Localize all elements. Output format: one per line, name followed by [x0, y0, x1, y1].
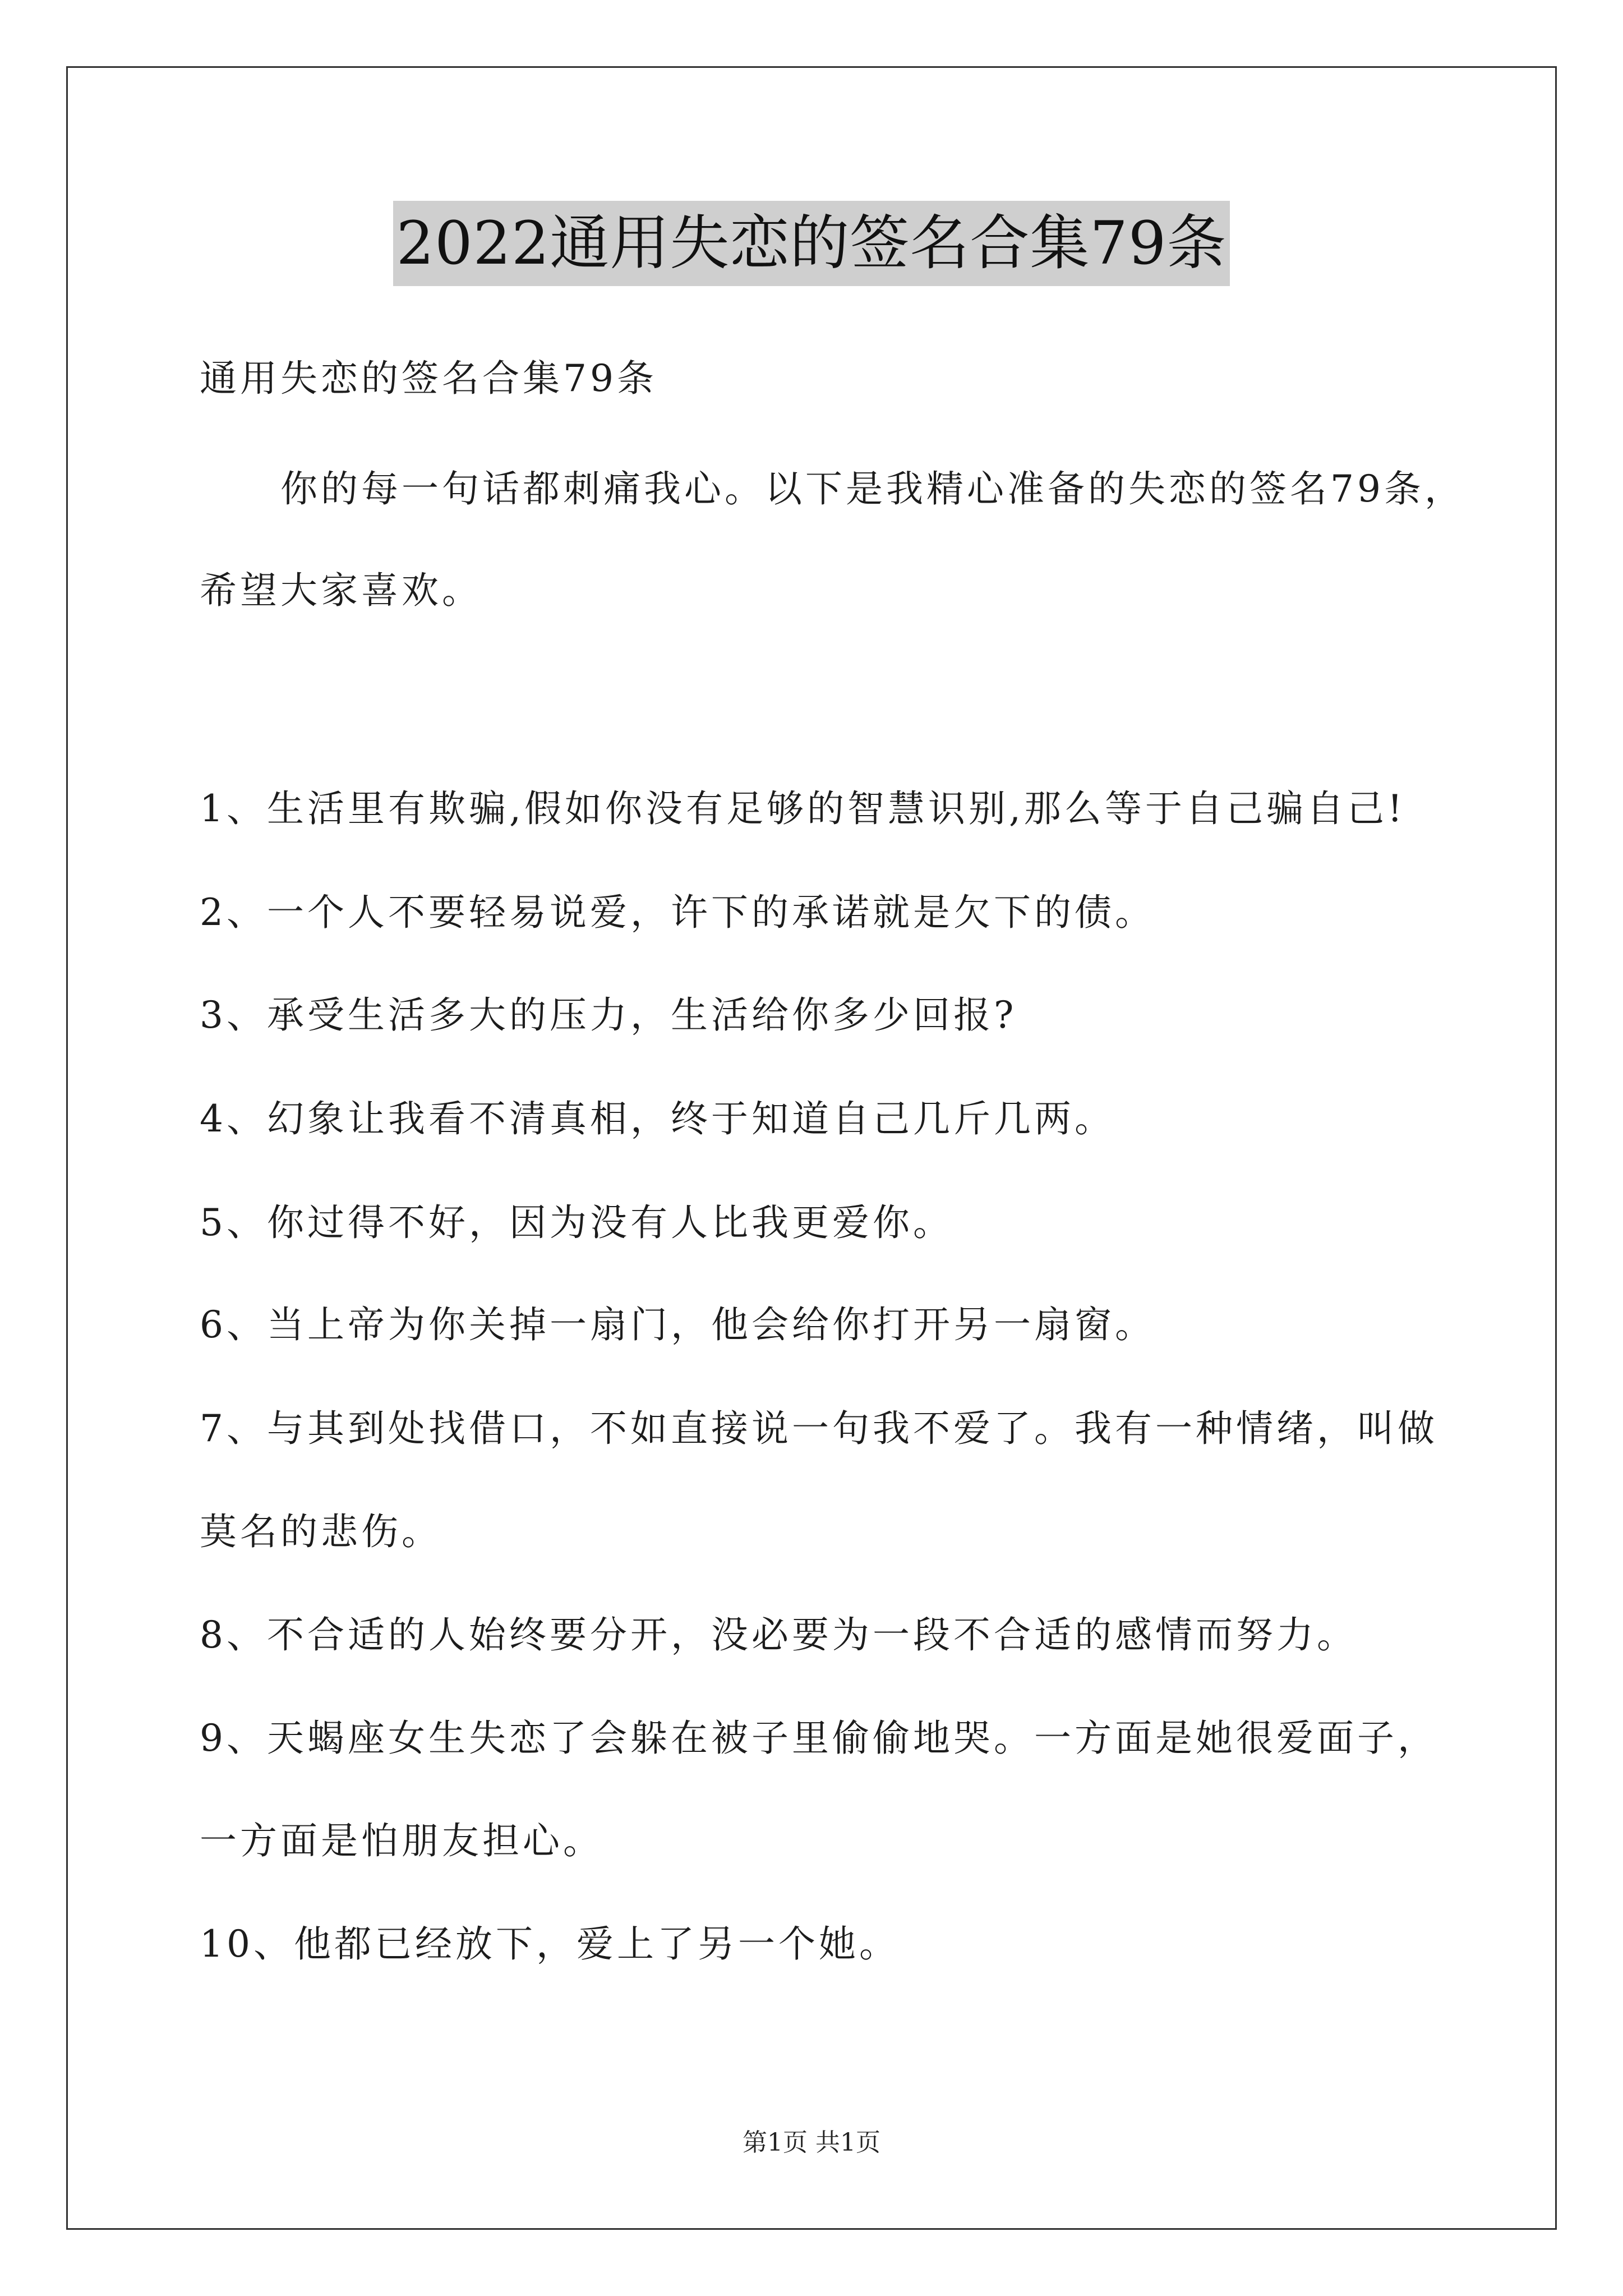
title-container: [0, 201, 1623, 286]
list-item: 3、承受生活多大的压力，生活给你多少回报?: [200, 993, 1017, 1037]
list-item-continuation: 莫名的悲伤。: [200, 1510, 442, 1553]
list-item: 2、一个人不要轻易说爱，许下的承诺就是欠下的债。: [200, 891, 1155, 934]
subtitle: 通用失恋的签名合集79条: [200, 357, 657, 400]
page-footer: 第1页 共1页: [743, 2128, 880, 2157]
list-item: 4、幻象让我看不清真相，终于知道自己几斤几两。: [200, 1097, 1115, 1140]
list-item: 7、与其到处找借口，不如直接说一句我不爱了。我有一种情绪，叫做: [200, 1407, 1438, 1450]
list-item: 5、你过得不好，因为没有人比我更爱你。: [200, 1201, 953, 1244]
intro-line-2: 希望大家喜欢。: [200, 569, 482, 612]
list-item: 9、天蝎座女生失恋了会躲在被子里偷偷地哭。一方面是她很爱面子，: [200, 1717, 1438, 1760]
list-item-continuation: 一方面是怕朋友担心。: [200, 1819, 603, 1862]
list-item: 8、不合适的人始终要分开，没必要为一段不合适的感情而努力。: [200, 1613, 1357, 1657]
list-item: 1、生活里有欺骗,假如你没有足够的智慧识别,那么等于自己骗自己!: [200, 787, 1406, 830]
document-title: 2022通用失恋的签名合集79条: [393, 201, 1230, 286]
list-item: 6、当上帝为你关掉一扇门，他会给你打开另一扇窗。: [200, 1303, 1155, 1346]
intro-line-1: 你的每一句话都刺痛我心。以下是我精心准备的失恋的签名79条，: [280, 467, 1465, 510]
list-item: 10、他都已经放下，爱上了另一个她。: [200, 1922, 900, 1966]
